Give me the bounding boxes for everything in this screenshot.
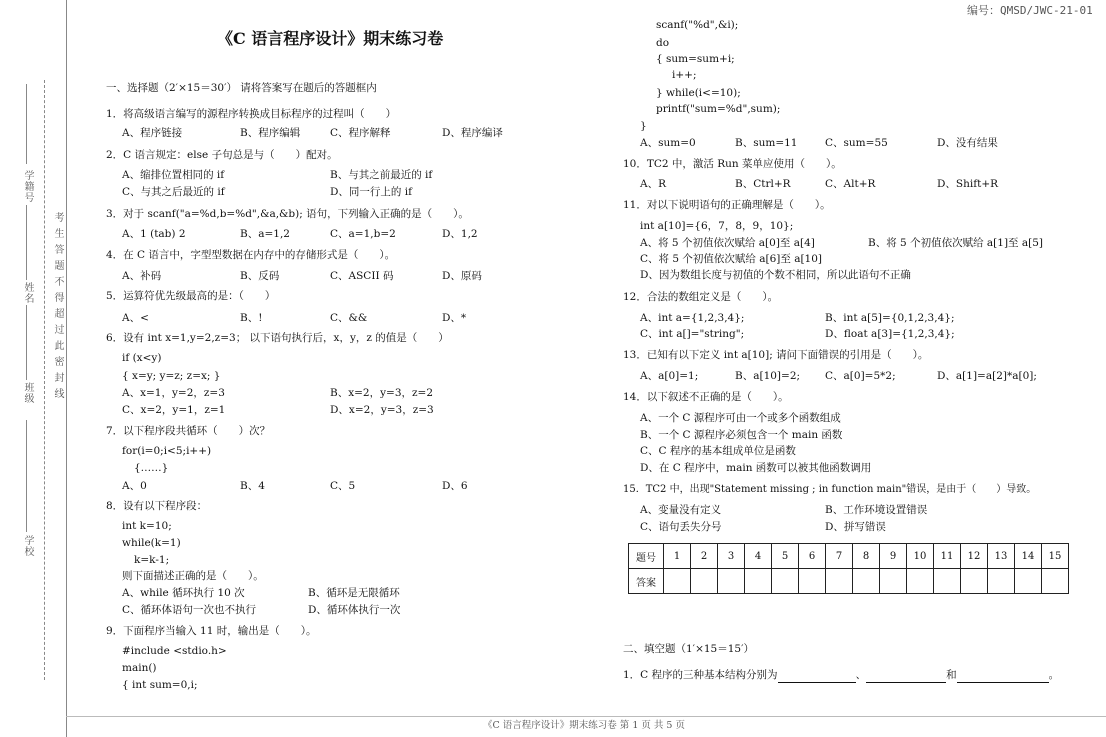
page-bottom-line [66,716,1106,717]
answer-cell[interactable] [799,569,826,594]
question-3: 3．对于 scanf("a=%d,b=%d",&a,&b); 语句，下列输入正确的是（ ）。 [106,208,469,220]
q12-option-a: A、int a={1,2,3,4}; [640,312,745,324]
q10-option-c: C、Alt+R [825,178,876,190]
q9-code-line-4: scanf("%d",&i); [656,19,739,31]
q9-code-line-9: printf("sum=%d",sum); [656,103,781,115]
q9-code-line-1: #include <stdio.h> [122,645,227,657]
q8-option-c: C、循环体语句一次也不执行 [122,604,257,616]
name-field [26,205,27,280]
q10-option-b: B、Ctrl+R [735,178,791,190]
q5-option-c: C、&& [330,312,368,324]
school-field [26,420,27,532]
q5-option-a: A、< [122,312,149,324]
question-2: 2．C 语言规定：else 子句总是与（ ）配对。 [106,149,338,161]
answer-table-number-row [629,544,1069,569]
q2-option-d: D、同一行上的 if [330,186,413,198]
q8-option-b: B、循环是无限循环 [308,587,400,599]
q6-option-b: B、x=2，y=3，z=2 [330,387,434,399]
q3-option-d: D、1,2 [442,228,478,240]
question-8: 8．设有以下程序段： [106,500,208,512]
q14-option-c: C、C 程序的基本组成单位是函数 [640,445,796,457]
q3-option-a: A、1 (tab) 2 [122,228,186,240]
q11-option-a: A、将 5 个初值依次赋给 a[0]至 a[4] [640,237,815,249]
q2-option-c: C、与其之后最近的 if [122,186,225,198]
page-margin-line [66,0,67,737]
q15-option-c: C、语句丢失分号 [640,521,722,533]
q2-option-a: A、缩排位置相同的 if [122,169,225,181]
q7-option-a: A、0 [122,480,147,492]
answer-cell[interactable] [934,569,961,594]
q7-code-line-1: for(i=0;i<5;i++) [122,445,212,457]
answer-table-number-cell: 4 [745,544,772,569]
answer-table-answer-label: 答案 [629,569,664,594]
q9-code-line-10: } [640,120,647,132]
fill-in-conjunction: 和 [946,669,957,681]
q6-code-line-1: if (x<y) [122,352,162,364]
answer-cell[interactable] [988,569,1015,594]
answer-table-number-cell: 15 [1042,544,1069,569]
q4-option-d: D、原码 [442,270,482,282]
q10-option-a: A、R [640,178,666,190]
q7-code-line-2: {……} [134,462,169,474]
q9-code-line-3: { int sum=0,i; [122,679,198,691]
q4-option-a: A、补码 [122,270,162,282]
q8-code-line-2: while(k=1) [122,537,181,549]
q11-option-d: D、因为数组长度与初值的个数不相同，所以此语句不正确 [640,269,911,281]
answer-table-number-cell: 1 [664,544,691,569]
answer-cell[interactable] [664,569,691,594]
q5-option-d: D、* [442,312,467,324]
q9-option-c: C、sum=55 [825,137,888,149]
answer-table-number-cell: 12 [961,544,988,569]
answer-table-number-cell: 3 [718,544,745,569]
q7-option-c: C、5 [330,480,356,492]
answer-cell[interactable] [826,569,853,594]
page-footer: 《C 语言程序设计》期末练习卷 第 1 页 共 5 页 [483,720,685,731]
answer-table-answer-row [629,569,1069,594]
student-id-label: 学籍号 [22,170,33,203]
answer-cell[interactable] [718,569,745,594]
q8-option-d: D、循环体执行一次 [308,604,401,616]
q13-option-c: C、a[0]=5*2; [825,370,896,382]
q15-option-a: A、变量没有定义 [640,504,722,516]
q3-option-c: C、a=1,b=2 [330,228,396,240]
q14-option-b: B、一个 C 源程序必须包含一个 main 函数 [640,429,843,441]
q15-option-d: D、拼写错误 [825,521,886,533]
seal-dashed-line [44,80,45,680]
q1-option-d: D、程序编译 [442,127,503,139]
answer-cell[interactable] [691,569,718,594]
question-13: 13．已知有以下定义 int a[10]; 请问下面错误的引用是（ ）。 [623,349,929,361]
class-label: 班级 [22,382,33,404]
q9-code-line-7: i++; [672,69,697,81]
q9-code-line-8: } while(i<=10); [656,87,741,99]
page-title: 《C 语言程序设计》期末练习卷 [217,29,444,48]
q12-option-d: D、float a[3]={1,2,3,4}; [825,328,955,340]
q11-code: int a[10]={6，7，8，9，10}; [640,220,794,232]
answer-table-number-cell: 10 [907,544,934,569]
seal-warning-text: 考生答题不得超过此密封线 [52,212,63,404]
q6-option-d: D、x=2，y=3，z=3 [330,404,434,416]
answer-table-number-cell: 8 [853,544,880,569]
fill-in-blank-1[interactable] [778,671,856,683]
q2-option-b: B、与其之前最近的 if [330,169,433,181]
answer-cell[interactable] [853,569,880,594]
q6-option-c: C、x=2，y=1，z=1 [122,404,226,416]
q7-option-b: B、4 [240,480,265,492]
answer-table-number-cell: 7 [826,544,853,569]
answer-cell[interactable] [745,569,772,594]
answer-cell[interactable] [961,569,988,594]
q9-option-a: A、sum=0 [640,137,696,149]
question-4: 4．在 C 语言中，字型型数据在内存中的存储形式是（ ）。 [106,249,396,261]
q9-code-line-2: main() [122,662,157,674]
q1-option-a: A、程序链接 [122,127,183,139]
question-7: 7．以下程序段共循环（ ）次？ [106,425,271,437]
q15-option-b: B、工作环境设置错误 [825,504,928,516]
question-6: 6．设有 int x=1,y=2,z=3； 以下语句执行后，x，y，z 的值是（ ） [106,332,449,344]
question-12: 12．合法的数组定义是（ ）。 [623,291,779,303]
q7-option-d: D、6 [442,480,468,492]
q8-code-line-3: k=k-1; [134,554,170,566]
school-label: 学校 [22,535,33,557]
q13-option-a: A、a[0]=1; [640,370,699,382]
fill-in-question-1 [623,668,1059,683]
q8-prompt: 则下面描述正确的是（ ）。 [122,570,264,582]
class-field [26,305,27,380]
q6-code-line-2: { x=y; y=z; z=x; } [122,370,221,382]
q11-option-c: C、将 5 个初值依次赋给 a[6]至 a[10] [640,253,823,265]
student-id-field [26,84,27,164]
answer-table-number-cell: 6 [799,544,826,569]
q8-option-a: A、while 循环执行 10 次 [122,587,245,599]
q10-option-d: D、Shift+R [937,178,999,190]
fill-in-blank-3[interactable] [957,671,1049,683]
q12-option-b: B、int a[5]={0,1,2,3,4}; [825,312,955,324]
fill-in-question-1-text: 1．C 程序的三种基本结构分别为 [623,669,778,681]
q1-option-c: C、程序解释 [330,127,391,139]
q8-code-line-1: int k=10; [122,520,172,532]
question-5: 5．运算符优先级最高的是：（ ） [106,290,276,302]
question-14: 14．以下叙述不正确的是（ ）。 [623,391,789,403]
question-11: 11．对以下说明语句的正确理解是（ ）。 [623,199,831,211]
answer-table-number-label: 题号 [629,544,664,569]
q1-option-b: B、程序编辑 [240,127,301,139]
section-heading-choice: 一、选择题（2′×15＝30′） 请将答案写在题后的答题框内 [106,82,377,94]
answer-table [628,543,1069,594]
answer-cell[interactable] [907,569,934,594]
answer-table-number-cell: 2 [691,544,718,569]
section-heading-fill-in: 二、填空题（1′×15＝15′） [623,643,754,655]
q9-code-line-5: do [656,37,670,49]
answer-cell[interactable] [1042,569,1069,594]
q9-option-d: D、没有结果 [937,137,998,149]
q5-option-b: B、! [240,312,263,324]
question-15: 15．TC2 中，出现"Statement missing ; in function main"错误，是由于（ ）导致。 [623,484,1037,495]
fill-in-blank-2[interactable] [866,671,946,683]
q3-option-b: B、a=1,2 [240,228,290,240]
q13-option-b: B、a[10]=2; [735,370,801,382]
q11-option-b: B、将 5 个初值依次赋给 a[1]至 a[5] [868,237,1044,249]
q6-option-a: A、x=1，y=2，z=3 [122,387,225,399]
q12-option-c: C、int a[]="string"; [640,328,745,340]
q4-option-b: B、反码 [240,270,280,282]
fill-in-period: 。 [1048,669,1060,681]
answer-table-number-cell: 14 [1015,544,1042,569]
question-10: 10．TC2 中，激活 Run 菜单应使用（ ）。 [623,158,842,170]
q9-option-b: B、sum=11 [735,137,798,149]
answer-cell[interactable] [1015,569,1042,594]
q13-option-d: D、a[1]=a[2]*a[0]; [937,370,1037,382]
q14-option-d: D、在 C 程序中，main 函数可以被其他函数调用 [640,462,872,474]
q9-code-line-6: { sum=sum+i; [656,53,735,65]
q4-option-c: C、ASCII 码 [330,270,394,282]
document-code: 编号：QMSD/JWC-21-01 [967,4,1093,17]
answer-table-number-cell: 11 [934,544,961,569]
answer-table-number-cell: 5 [772,544,799,569]
answer-table-number-cell: 9 [880,544,907,569]
question-1: 1．将高级语言编写的源程序转换成目标程序的过程叫（ ） [106,108,397,120]
answer-cell[interactable] [880,569,907,594]
name-label: 姓名 [22,282,33,304]
question-9: 9．下面程序当输入 11 时，输出是（ ）。 [106,625,317,637]
q14-option-a: A、一个 C 源程序可由一个或多个函数组成 [640,412,841,424]
answer-table-number-cell: 13 [988,544,1015,569]
answer-cell[interactable] [772,569,799,594]
fill-in-separator: 、 [855,669,867,681]
